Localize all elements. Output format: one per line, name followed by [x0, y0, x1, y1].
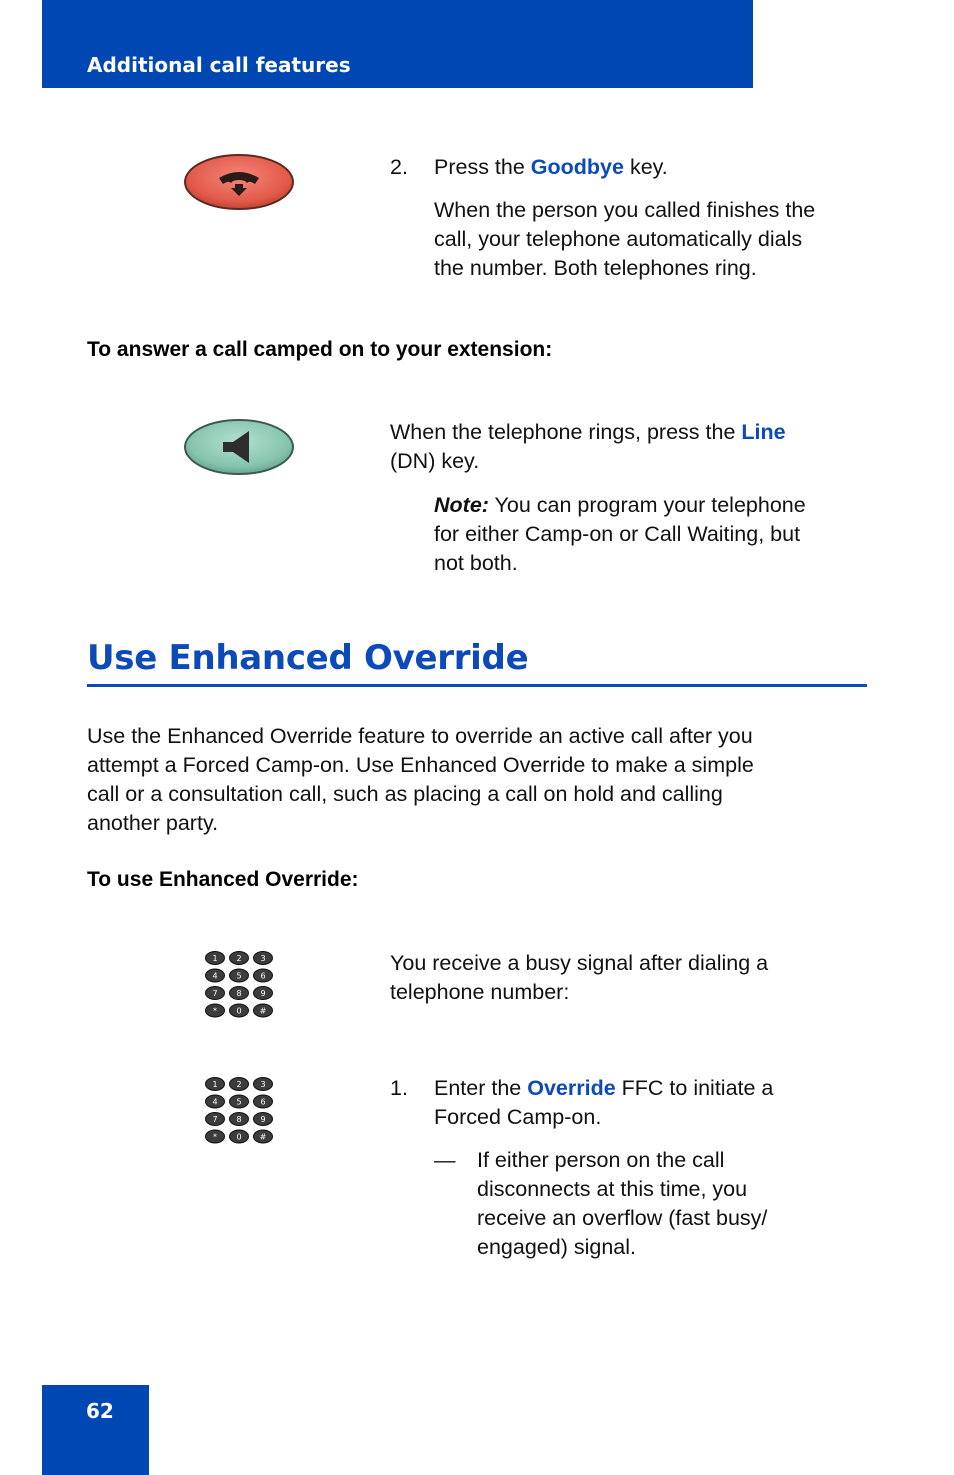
- goodbye-key-icon: [183, 152, 295, 212]
- keypad-key-label: 0: [236, 1132, 242, 1142]
- line-step-post: (DN) key.: [390, 449, 480, 473]
- line-note: [434, 491, 806, 578]
- section-title: Use Enhanced Override: [87, 638, 529, 678]
- busy-step-text: [390, 949, 768, 1007]
- intro-line: another party.: [87, 811, 219, 835]
- keypad-key-label: 0: [236, 1006, 242, 1016]
- keypad-key-label: 3: [260, 1080, 266, 1089]
- intro-line: call or a consultation call, such as placing a call on hold and calling: [87, 782, 723, 806]
- busy-line: telephone number:: [390, 980, 570, 1004]
- keypad-key-label: 7: [212, 989, 218, 998]
- keypad-key-label: 5: [236, 971, 242, 981]
- keypad-key-label: *: [213, 1132, 217, 1142]
- keypad-icon: [204, 950, 274, 1020]
- keypad-key-label: 4: [212, 971, 218, 981]
- header-title: Additional call features: [87, 53, 351, 77]
- keypad-key-label: *: [213, 1006, 217, 1016]
- busy-line: You receive a busy signal after dialing a: [390, 951, 769, 975]
- keypad-icon: [204, 1076, 274, 1146]
- note-line: for either Camp-on or Call Waiting, but: [434, 522, 801, 546]
- override-sub-line: If either person on the call: [477, 1148, 725, 1172]
- goodbye-detail-line: call, your telephone automatically dials: [434, 227, 803, 251]
- keypad-key-label: 9: [260, 989, 266, 998]
- section-rule: [87, 684, 867, 687]
- override-step-text: [434, 1074, 773, 1132]
- keypad-key-label: 4: [212, 1097, 218, 1107]
- intro-line: attempt a Forced Camp-on. Use Enhanced Override to make a simple: [87, 753, 754, 777]
- line-key-icon: [183, 417, 295, 477]
- keypad-key-label: 3: [260, 954, 266, 963]
- line-key-label: Line: [741, 420, 786, 444]
- keypad-key-label: 7: [212, 1115, 218, 1124]
- goodbye-step-number: 2.: [390, 155, 408, 179]
- keypad-key-label: 8: [236, 989, 242, 998]
- override-step-post: FFC to initiate a: [615, 1076, 774, 1100]
- keypad-key-label: 1: [212, 954, 218, 963]
- line-step-text: [390, 418, 786, 476]
- goodbye-detail: [434, 196, 815, 283]
- keypad-key-label: 2: [236, 954, 242, 963]
- keypad-key-label: 1: [212, 1080, 218, 1089]
- keypad-key-label: 9: [260, 1115, 266, 1124]
- override-key-label: Override: [527, 1076, 616, 1100]
- line-step-pre: When the telephone rings, press the: [390, 420, 742, 444]
- override-sub-line: engaged) signal.: [477, 1235, 636, 1259]
- override-step-number: 1.: [390, 1076, 408, 1100]
- header-bar: [42, 0, 753, 88]
- override-sub-line: disconnects at this time, you: [477, 1177, 748, 1201]
- use-heading: To use Enhanced Override:: [87, 868, 359, 891]
- intro-line: Use the Enhanced Override feature to override an active call after you: [87, 724, 753, 748]
- footer-box: [42, 1385, 149, 1475]
- keypad-key-label: 5: [236, 1097, 242, 1107]
- keypad-key-label: 2: [236, 1080, 242, 1089]
- goodbye-step-text: [434, 153, 668, 182]
- override-step-line2: Forced Camp-on.: [434, 1105, 602, 1129]
- goodbye-key-label: Goodbye: [530, 155, 624, 179]
- override-sub-line: receive an overflow (fast busy/: [477, 1206, 768, 1230]
- note-line: not both.: [434, 551, 518, 575]
- goodbye-step-pre: Press the: [434, 155, 531, 179]
- override-dash: —: [434, 1148, 456, 1172]
- keypad-key-label: 8: [236, 1115, 242, 1124]
- override-step-pre: Enter the: [434, 1076, 528, 1100]
- section-intro: [87, 722, 754, 838]
- keypad-key-label: #: [259, 1006, 267, 1016]
- goodbye-step-post: key.: [623, 155, 668, 179]
- page-number: 62: [86, 1399, 114, 1423]
- goodbye-detail-line: When the person you called finishes the: [434, 198, 816, 222]
- note-line: You can program your telephone: [488, 493, 806, 517]
- answer-heading: To answer a call camped on to your extension:: [87, 338, 553, 361]
- note-label: Note:: [434, 493, 489, 517]
- keypad-key-label: 6: [260, 971, 266, 981]
- keypad-key-label: 6: [260, 1097, 266, 1107]
- override-sub: [477, 1146, 767, 1262]
- goodbye-detail-line: the number. Both telephones ring.: [434, 256, 757, 280]
- keypad-key-label: #: [259, 1132, 267, 1142]
